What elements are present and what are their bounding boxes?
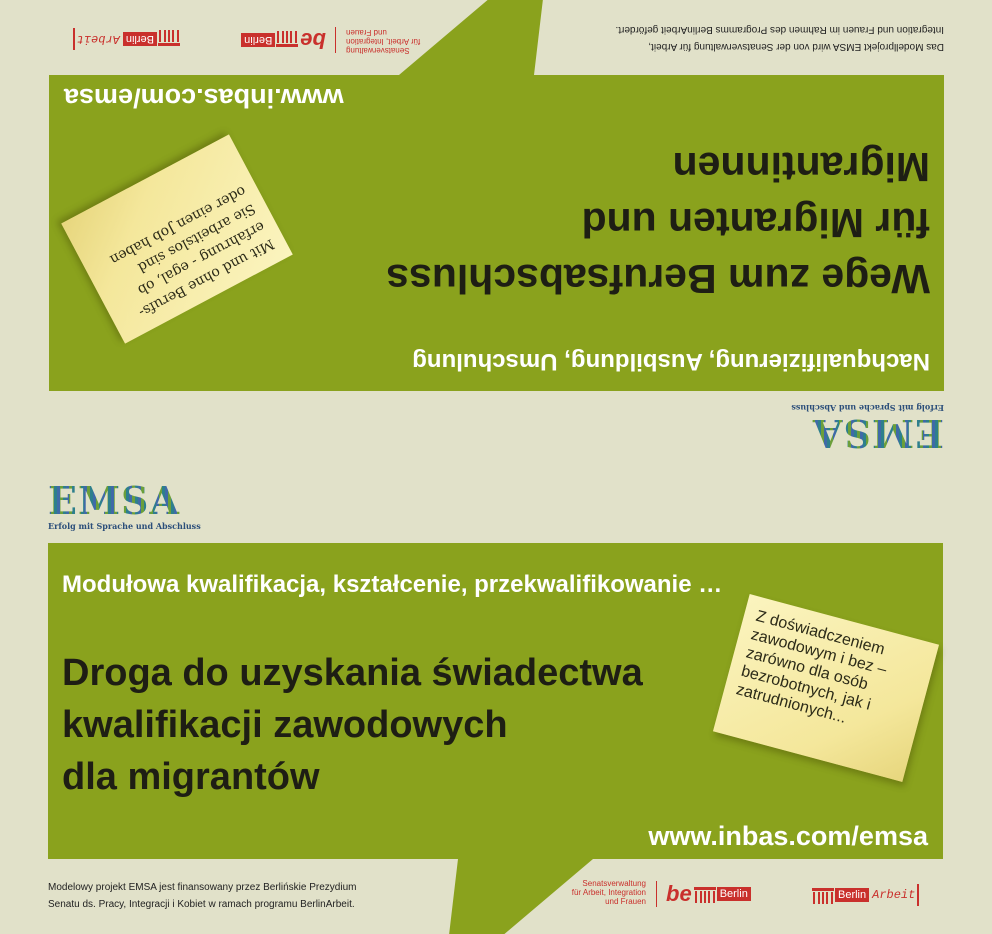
brandenburg-gate-icon xyxy=(694,885,716,903)
senate-line: Senatsverwaltung xyxy=(346,46,410,55)
funding-notice xyxy=(48,879,356,913)
berlin-arbeit-logo xyxy=(73,26,182,52)
senate-line: Senatsverwaltung xyxy=(582,879,646,888)
berlin-box: Berlin xyxy=(123,32,157,46)
emsa-logo xyxy=(791,403,944,456)
funding-line: Integration und Frauen im Rahmen des Programms BerlinArbeit gefördert. xyxy=(615,24,944,35)
logo-tagline: Erfolg mit Sprache und Abschluss xyxy=(48,521,201,531)
senate-line: und Frauen xyxy=(346,28,387,37)
headline-line: kwalifikacji zawodowych xyxy=(62,704,508,746)
logo-wordmark: EMSA xyxy=(48,481,201,521)
senate-line: und Frauen xyxy=(605,897,646,906)
senate-label xyxy=(346,28,424,55)
funding-notice xyxy=(616,21,945,55)
headline-line: Droga do uzyskania świadectwa xyxy=(62,652,643,694)
logo-wordmark: EMSA xyxy=(791,413,944,453)
logo-bar xyxy=(73,28,75,50)
sticky-note: Z doświadczeniem zawodowym i bez – zarówno dla osób bezrobotnych, jak i zatrudnionych... xyxy=(713,594,939,782)
funding-line: Modelowy projekt EMSA jest finansowany przez Berlińskie Prezydium xyxy=(48,882,357,893)
main-headline xyxy=(230,139,930,307)
arbeit-wordmark: Arbeit xyxy=(76,32,120,46)
berlin-box: Berlin xyxy=(835,888,869,902)
polish-section xyxy=(0,467,992,934)
website-link[interactable]: www.inbas.com/emsa xyxy=(648,821,928,851)
berlin-box: Berlin xyxy=(717,887,751,901)
berlin-box: Berlin xyxy=(241,33,275,47)
headline-line: Wege zum Berufsabschluss xyxy=(386,256,930,302)
brandenburg-gate-icon xyxy=(158,30,180,48)
subheadline: Modułowa kwalifikacja, kształcenie, przekwalifikowanie … xyxy=(62,571,723,598)
headline-line: für Migranten und xyxy=(581,200,930,246)
divider xyxy=(335,27,336,53)
funding-line: Senatu ds. Pracy, Integracji i Kobiet w ramach programu BerlinArbeit. xyxy=(48,899,355,910)
website-link[interactable]: www.inbas.com/emsa xyxy=(64,83,344,113)
be-berlin-logo xyxy=(666,881,751,907)
sticky-note: Mit und ohne Berufs-erfahrung - egal, ob Sie arbeitslos sind oder einen Job haben xyxy=(61,134,293,343)
berlin-arbeit-logo xyxy=(810,882,919,908)
be-wordmark: be xyxy=(666,881,692,906)
logo-tagline: Erfolg mit Sprache und Abschluss xyxy=(791,403,944,413)
senate-line: für Arbeit, Integration xyxy=(346,37,421,46)
headline-line: dla migrantów xyxy=(62,756,320,798)
arbeit-wordmark: Arbeit xyxy=(872,888,916,902)
senate-line: für Arbeit, Integration xyxy=(571,888,646,897)
senate-label xyxy=(568,879,646,906)
logo-bar xyxy=(917,884,919,906)
brandenburg-gate-icon xyxy=(276,31,298,49)
emsa-logo xyxy=(48,478,201,531)
divider xyxy=(656,881,657,907)
main-headline xyxy=(62,647,762,803)
be-wordmark: be xyxy=(300,28,326,53)
be-berlin-logo xyxy=(241,27,326,53)
funding-line: Das Modellprojekt EMSA wird von der Senatsverwaltung für Arbeit, xyxy=(648,41,944,52)
brandenburg-gate-icon xyxy=(812,886,834,904)
subheadline: Nachqualifizierung, Ausbildung, Umschulung xyxy=(412,348,930,375)
headline-line: Migrantinnen xyxy=(672,144,930,190)
